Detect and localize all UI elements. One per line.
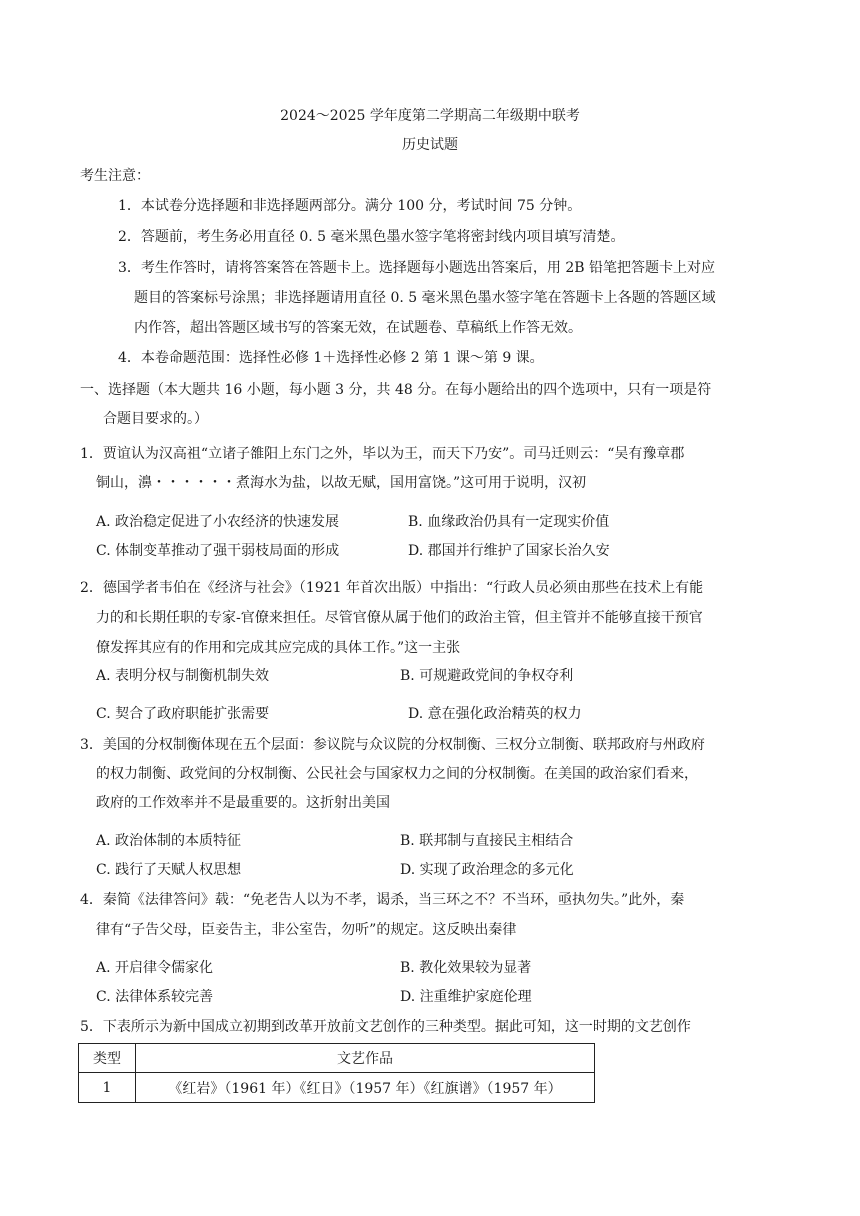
option-b: B. 血缘政治仍具有一定现实价值: [408, 514, 610, 530]
question-stem-continued: 的权力制衡、政党间的分权制衡、公民社会与国家权力之间的分权制衡。在美国的政治家们看来，: [96, 766, 698, 782]
option-d: D. 意在强化政治精英的权力: [408, 706, 582, 722]
option-c: C. 契合了政府职能扩张需要: [96, 706, 270, 722]
question-stem-continued: 律有“子告父母，臣妾告主，非公室告，勿听”的规定。这反映出秦律: [96, 922, 517, 938]
option-c: C. 践行了天赋人权思想: [96, 862, 242, 878]
table-header-cell: 文艺作品: [136, 1044, 595, 1073]
works-table: [78, 1043, 595, 1103]
option-a: A. 表明分权与制衡机制失效: [96, 668, 270, 684]
option-c: C. 体制变革推动了强干弱枝局面的形成: [96, 543, 340, 559]
section-heading: 一、选择题（本大题共 16 小题，每小题 3 分，共 48 分。在每小题给出的四个选项中，只有一项是符: [80, 382, 712, 398]
option-a: A. 开启律令儒家化: [96, 960, 214, 976]
option-d: D. 实现了政治理念的多元化: [400, 862, 574, 878]
option-a: A. 政治稳定促进了小农经济的快速发展: [96, 514, 340, 530]
table-cell: 《红岩》（1961 年）《红日》（1957 年）《红旗谱》（1957 年）: [136, 1073, 595, 1103]
question-stem: 5．下表所示为新中国成立初期到改革开放前文艺创作的三种类型。据此可知，这一时期的文艺创作: [80, 1019, 691, 1035]
section-heading-continued: 合题目要求的。）: [103, 411, 208, 427]
exam-title: 2024～2025 学年度第二学期高二年级期中联考: [280, 108, 580, 124]
table-row: [79, 1073, 595, 1103]
table-header-row: [79, 1044, 595, 1073]
notice-item-continued: 题目的答案标号涂黑；非选择题请用直径 0. 5 毫米黑色墨水签字笔在答题卡上各题的答题区域: [134, 290, 716, 306]
option-c: C. 法律体系较完善: [96, 989, 214, 1005]
question-stem-continued: 政府的工作效率并不是最重要的。这折射出美国: [96, 795, 390, 811]
option-b: B. 联邦制与直接民主相结合: [400, 833, 574, 849]
question-stem: 3．美国的分权制衡体现在五个层面：参议院与众议院的分权制衡、三权分立制衡、联邦政府与州政府: [80, 737, 705, 753]
notice-item: 1．本试卷分选择题和非选择题两部分。满分 100 分，考试时间 75 分钟。: [118, 198, 582, 214]
option-d: D. 郡国并行维护了国家长治久安: [408, 543, 610, 559]
option-d: D. 注重维护家庭伦理: [400, 989, 532, 1005]
question-stem: 4．秦简《法律答问》载：“免老告人以为不孝，谒杀，当三环之不？不当环，亟执勿失。”此外，秦: [80, 892, 685, 908]
exam-subtitle: 历史试题: [402, 137, 458, 153]
notice-item: 2．答题前，考生务必用直径 0. 5 毫米黑色墨水签字笔将密封线内项目填写清楚。: [118, 229, 625, 245]
notice-item-continued: 内作答，超出答题区域书写的答案无效，在试题卷、草稿纸上作答无效。: [134, 320, 582, 336]
question-stem-continued: 僚发挥其应有的作用和完成其应完成的具体工作。”这一主张: [96, 640, 461, 656]
option-b: B. 教化效果较为显著: [400, 960, 532, 976]
notice-heading: 考生注意：: [80, 168, 150, 184]
question-stem: 2．德国学者韦伯在《经济与社会》（1921 年首次出版）中指出：“行政人员必须由那些在技术上有能: [80, 580, 704, 596]
option-b: B. 可规避政党间的争权夺利: [400, 668, 574, 684]
notice-item: 4．本卷命题范围：选择性必修 1＋选择性必修 2 第 1 课～第 9 课。: [118, 350, 544, 366]
question-stem-continued: 力的和长期任职的专家-官僚来担任。尽管官僚从属于他们的政治主管，但主管并不能够直接干预官: [96, 610, 703, 626]
table-cell: 1: [79, 1073, 136, 1103]
question-stem: 1．贾谊认为汉高祖“立诸子雒阳上东门之外，毕以为王，而天下乃安”。司马迁则云：“吴有豫章郡: [80, 446, 685, 462]
question-stem-continued: 铜山，濞・・・・・・煮海水为盐，以故无赋，国用富饶。”这可用于说明，汉初: [96, 475, 587, 491]
notice-item: 3．考生作答时，请将答案答在答题卡上。选择题每小题选出答案后，用 2B 铅笔把答题卡上对应: [118, 260, 716, 276]
table-header-cell: 类型: [79, 1044, 136, 1073]
option-a: A. 政治体制的本质特征: [96, 833, 242, 849]
